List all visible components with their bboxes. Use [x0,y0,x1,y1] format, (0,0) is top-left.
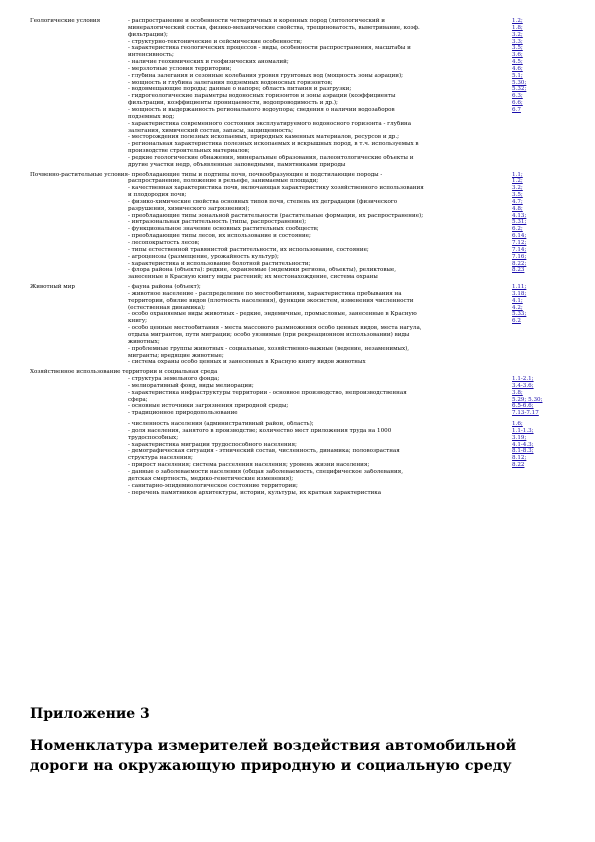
list-item: территории, обилие видов (плотность населения), функции экосистем, изменения численности [128,297,414,304]
list-item: животных; [128,338,160,345]
list-item: - характеристика геологических процессов - виды, особенности распространения, масштабы и [128,45,411,52]
reference-link[interactable]: 7.16; [512,253,527,260]
reference-link[interactable]: 4.6; [512,65,523,72]
reference-link[interactable]: 6.2; [512,226,523,233]
list-item: - перечень памятников архитектуры, истории, культуры, их краткая характеристика [128,489,382,496]
table-row [30,284,530,366]
reference-link[interactable]: 6.5-6.6; [512,403,534,410]
list-item: структура населения; [128,455,193,462]
reference-link[interactable]: 6.2 [512,318,521,325]
list-item: - мерзлотные условия территории; [128,65,232,72]
list-item: - преобладающие типы зональной растительности (растительные формации, их распространение); [128,212,424,219]
list-item: разрушения, химического загрязнения); [128,205,250,212]
reference-link[interactable] [512,469,530,476]
reference-link[interactable] [512,490,530,497]
list-item: - фауна района (объект); [128,284,201,291]
list-item: другие участки недр, объявленные заповедными, памятниками природы [128,161,346,168]
reference-link[interactable]: 3.5; [512,192,523,199]
reference-link[interactable]: 8.22; [512,260,527,267]
category-cell: Животный мир [30,284,75,291]
reference-link[interactable]: 8.1-8.3; [512,448,534,455]
reference-link[interactable]: 5.1; [512,72,523,79]
reference-link[interactable]: 5.30; [512,79,527,86]
appendix-label: Приложение 3 [30,706,150,722]
list-item: - флора района (объекта): редкие, охраняемые (эндемики региона, объекты), реликтовые, [128,267,397,274]
refs-cell [512,284,530,366]
reference-link[interactable]: 1.11; [512,284,527,291]
list-item: - проблемные группы животных - социальные, хозяйственно-важные (ведение, незаменимых), [128,345,410,352]
list-item: детская смертность, медико-генетические изменения); [128,475,294,482]
list-item: производстве строительных материалов; [128,148,250,155]
section-heading: Хозяйственное использование территории и социальная среда [30,369,218,376]
list-item: - система охраны особо ценных и занесенных в Красную книгу видов животных [128,359,366,366]
reference-link[interactable] [512,476,530,483]
list-item: - особо охраняемые виды животных - редкие, эндемичные, промысловые, занесенные в Красную [128,311,417,318]
list-item: - водовмещающие породы; данные о напоре; область питания и разгрузки; [128,86,352,93]
list-item: фильтрации); [128,31,168,38]
reference-link[interactable]: 7.14; [512,246,527,253]
list-item: и плодородия почв; [128,192,187,199]
list-item: - преобладающие типы и подтипы почв, почвообразующие и подстилающие породы - [128,171,383,178]
list-item: - данные о заболеваемости населения (общая заболеваемость, специфическое заболевания, [128,469,403,475]
reference-link[interactable]: 5.31; [512,219,527,226]
list-item: - доля населения, занятого в производстве; количество мест приложения труда на 1000 [128,427,392,434]
list-item: - мощность и глубина залегания подземных водоносных горизонтов; [128,79,333,86]
list-item: фильтрации, коэффициенты проницаемости, водопроводимость и др.); [128,100,338,107]
list-item: трудоспособных; [128,434,179,441]
list-item: - демографическая ситуация - этнический состав, численность, динамика; половозрастная [128,448,400,455]
list-item: - прирост населения; система расселения населения; уровень жизни населения; [128,462,370,469]
reference-link[interactable]: 3.18; [512,290,527,297]
list-item: - гидрогеологические параметры водоносных горизонтов и зоны аэрации (коэффициенты [128,93,396,100]
reference-link[interactable]: 4.7; [512,198,523,205]
list-item: распространение, положение в рельефе, занимаемые площади; [128,178,319,185]
list-item: занесенные в Красную книгу виды растений; их местонахождение, система охраны [128,274,378,281]
reference-link[interactable]: 1.1; [512,171,523,178]
reference-link[interactable]: 6.6; [512,100,523,107]
reference-link[interactable]: 4.5; [512,59,523,66]
list-item: отдыха мигрантов, пути миграции; особо уязвимые (при рекреационном использовании) виды [128,331,410,338]
reference-link[interactable]: 6.3; [512,93,523,100]
list-item: - месторождения полезных ископаемых, природных каменных материалов, ресурсов и др.; [128,134,400,141]
reference-link[interactable]: 1.2; [512,178,523,185]
conditions-table [30,18,543,496]
list-item: - распространение и особенности четвертичных и коренных пород (литологический и [128,18,385,24]
section-heading-row [30,369,530,376]
list-item: - структурно-тектонические и сейсмические особенности; [128,38,303,45]
list-item: - характеристика и использование болотной растительности; [128,260,311,267]
reference-link[interactable]: 4.8; [512,205,523,212]
category-cell: Геологические условия [30,18,101,24]
reference-link[interactable]: 4.2; [512,304,523,311]
reference-link[interactable]: 3.3; [512,38,523,45]
list-item: - агроценозы (размещение, урожайность культур); [128,253,279,260]
list-item: (естественная динамика); [128,304,206,311]
reference-link[interactable]: 3.2; [512,185,523,192]
list-item: - мощность и выдержанность регионального водоупора; сведения о наличии водозаборов [128,106,395,113]
reference-link[interactable]: 5.33; [512,311,527,318]
table-row [30,18,530,169]
reference-link[interactable]: 1.2; [512,18,523,24]
reference-link[interactable]: 8.12; [512,455,527,462]
reference-link[interactable]: 4.13; [512,212,527,219]
list-item: - животное население - распределение по местообитаниям, характеристика пребывания на [128,290,402,297]
list-item: - санитарно-эпидемиологическое состояние территории; [128,482,298,489]
reference-link[interactable]: 3.5; [512,45,523,52]
list-item: - характеристика современного состояния эксплуатируемого водоносного горизонта - глубина [128,120,412,127]
items-cell [128,18,512,169]
reference-link[interactable]: 7.13-7.17 [512,410,539,417]
refs-cell [512,172,530,282]
list-item: - преобладающие типы лесов, их использование и состояние; [128,233,311,240]
list-item: - качественная характеристика почв, включающая характеристику хозяйственного использования [128,185,424,192]
refs-cell [512,18,530,169]
reference-link[interactable]: 8.23 [512,267,525,274]
list-item: минералогический состав, физико-механические свойства, трещиноватость, выветривание, коэф. [128,24,420,31]
reference-link[interactable] [512,483,530,490]
reference-link[interactable]: 5.29; 5.30; [512,396,543,403]
table-row [30,376,530,496]
reference-link[interactable]: 4.1-4.3; [512,441,534,448]
table-row [30,172,530,282]
list-item: сфера; [128,396,148,403]
reference-link[interactable]: 8.22 [512,462,525,469]
items-cell [128,376,512,496]
reference-link[interactable]: 6.14; [512,233,527,240]
document-title: Номенклатура измерителей воздействия автомобильной дороги на окружающую природную и социальную среду [30,737,517,774]
list-item: - типы естественной травянистой растительности, их использование, состояние; [128,246,369,253]
list-item: мигранты; вредящие животные; [128,352,224,359]
reference-link[interactable]: 1.8; [512,24,523,31]
list-item: - численность населения (административный район, область); [128,421,314,428]
list-item: подземных вод; [128,113,175,120]
items-cell [128,284,512,366]
list-item: - структура земельного фонда; [128,376,220,383]
list-item: - лесопокрытость лесов; [128,240,200,246]
list-item: книгу; [128,318,148,325]
items-cell [128,172,512,282]
reference-link[interactable]: 7.12; [512,240,527,246]
list-item: - функциональное значение основных растительных сообществ; [128,226,319,233]
reference-link[interactable]: 1.6; [512,421,523,428]
document-page [30,18,543,496]
list-item: - интразональная растительность (типы, распространение); [128,219,307,226]
reference-link[interactable]: 3.6; [512,52,523,59]
list-item: - мелиоративный фонд, виды мелиорации; [128,382,254,389]
list-item: - наличие геохимических и геофизических аномалий; [128,59,289,66]
list-item: - особо ценные местообитания - места массового размножения особо ценных видов, места нагула, [128,325,422,332]
reference-link[interactable]: 4.1; [512,297,523,304]
reference-link[interactable]: 3.19; [512,434,527,441]
reference-link[interactable]: 3.2; [512,31,523,38]
list-item: - региональная характеристика полезных ископаемых и вскрышных пород, в т.ч. используемых в [128,141,419,148]
list-item: - основные источники загрязнения природной среды; [128,403,289,410]
list-item: интенсивность; [128,52,174,59]
reference-link[interactable]: 1.1-1.3; [512,427,534,434]
refs-cell [512,376,543,496]
reference-link[interactable]: 5.32; [512,86,527,93]
list-item: - редкие геологические обнажения, минеральные образования, палеонтологические объекты и [128,154,414,161]
reference-link[interactable]: 3.4-3.6; [512,382,534,389]
reference-link[interactable]: 3.8; [512,389,523,396]
reference-link[interactable]: 1.1-2.1; [512,376,534,383]
list-item: - характеристика инфраструктуры территории - основное производство, непроизводственная [128,389,407,396]
list-item: - физико-химические свойства основных типов почв, степень их деградации (физического [128,198,398,205]
list-item: - традиционное природопользование [128,410,238,417]
list-item: - характеристика миграции трудоспособного населения; [128,441,297,448]
list-item: - глубина залегания и сезонные колебания уровня грунтовых вод (мощность зоны аэрации); [128,72,404,79]
category-cell: Почвенно-растительные условия [30,171,129,178]
reference-link[interactable]: 6.7 [512,106,521,113]
category-cell [30,376,128,496]
list-item: залегания, химический состав, запасы, защищенность; [128,127,294,134]
